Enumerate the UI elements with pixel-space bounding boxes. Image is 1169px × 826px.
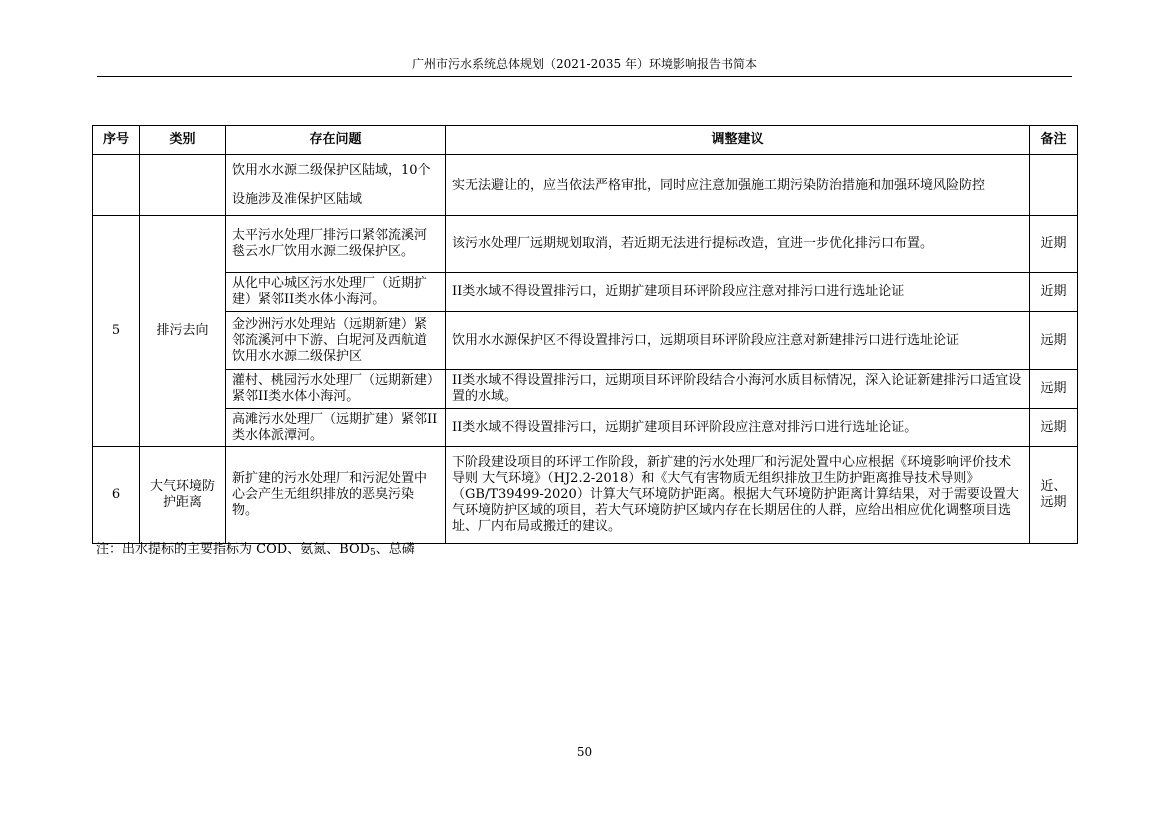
table-row — [93, 216, 1078, 273]
cell-note: 远期 — [1030, 409, 1078, 447]
cell-note — [1030, 155, 1078, 216]
cell-note: 近期 — [1030, 216, 1078, 273]
table-row — [93, 155, 1078, 216]
cell-num — [93, 155, 140, 216]
table-row — [93, 409, 1078, 447]
cell-note: 远期 — [1030, 370, 1078, 409]
cell-advice: 实无法避让的，应当依法严格审批，同时应注意加强施工期污染防治措施和加强环境风险防控 — [446, 155, 1030, 216]
cell-advice: II类水域不得设置排污口，远期扩建项目环评阶段应注意对排污口进行选址论证。 — [446, 409, 1030, 447]
running-header: 广州市污水系统总体规划（2021-2035 年）环境影响报告书简本 — [412, 57, 757, 71]
cell-num: 6 — [93, 447, 140, 544]
cell-category — [140, 155, 226, 216]
footnote-text: 注：出水提标的主要指标为 COD、氨氮、BOD — [96, 542, 371, 557]
col-header-problem: 存在问题 — [226, 126, 446, 155]
cell-num: 5 — [93, 216, 140, 447]
cell-note: 远期 — [1030, 312, 1078, 370]
cell-problem: 金沙洲污水处理站（远期新建）紧邻流溪河中下游、白坭河及西航道饮用水水源二级保护区 — [226, 312, 446, 370]
col-header-num: 序号 — [93, 126, 140, 155]
cell-problem: 太平污水处理厂排污口紧邻流溪河毯云水厂饮用水源二级保护区。 — [226, 216, 446, 273]
table-row — [93, 370, 1078, 409]
cell-advice: 饮用水水源保护区不得设置排污口，远期项目环评阶段应注意对新建排污口进行选址论证 — [446, 312, 1030, 370]
cell-advice: 下阶段建设项目的环评工作阶段，新扩建的污水处理厂和污泥处置中心应根据《环境影响评价技术导则 大气环境》（HJ2.2-2018）和《大气有害物质无组织排放卫生防护距离推导技术导则》（GB/T39499-2020）计算大气环境防护距离。根据大气环境防护距离计算结果，对于需要设置大气环境防护区域的项目，若大气环境防护区域内存在长期居住的人群，应给出相应优化调整项目选址、厂内布局或搬迁的建议。 — [446, 447, 1030, 544]
suggestion-table — [92, 125, 1078, 544]
cell-problem: 新扩建的污水处理厂和污泥处置中心会产生无组织排放的恶臭污染物。 — [226, 447, 446, 544]
cell-problem: 饮用水水源二级保护区陆域，10个设施涉及准保护区陆域 — [226, 155, 446, 216]
footnote — [96, 542, 415, 561]
table-row — [93, 447, 1078, 544]
cell-note: 近、远期 — [1030, 447, 1078, 544]
col-header-advice: 调整建议 — [446, 126, 1030, 155]
cell-category: 排污去向 — [140, 216, 226, 447]
col-header-note: 备注 — [1030, 126, 1078, 155]
footnote-subscript: 5 — [370, 548, 376, 558]
cell-advice: II类水域不得设置排污口，近期扩建项目环评阶段应注意对排污口进行选址论证 — [446, 273, 1030, 312]
cell-problem: 从化中心城区污水处理厂（近期扩建）紧邻II类水体小海河。 — [226, 273, 446, 312]
footnote-tail: 、总磷 — [375, 542, 415, 557]
cell-advice: II类水域不得设置排污口，远期项目环评阶段结合小海河水质目标情况，深入论证新建排污口适宜设置的水域。 — [446, 370, 1030, 409]
cell-problem: 高滩污水处理厂（远期扩建）紧邻II类水体派潭河。 — [226, 409, 446, 447]
cell-category: 大气环境防护距离 — [140, 447, 226, 544]
col-header-category: 类别 — [140, 126, 226, 155]
table-row — [93, 273, 1078, 312]
table-row — [93, 312, 1078, 370]
header-rule — [97, 76, 1072, 77]
page-number: 50 — [576, 745, 593, 759]
table-header-row — [93, 126, 1078, 155]
cell-advice: 该污水处理厂远期规划取消，若近期无法进行提标改造，宜进一步优化排污口布置。 — [446, 216, 1030, 273]
cell-problem: 灌村、桃园污水处理厂（远期新建）紧邻II类水体小海河。 — [226, 370, 446, 409]
cell-note: 近期 — [1030, 273, 1078, 312]
